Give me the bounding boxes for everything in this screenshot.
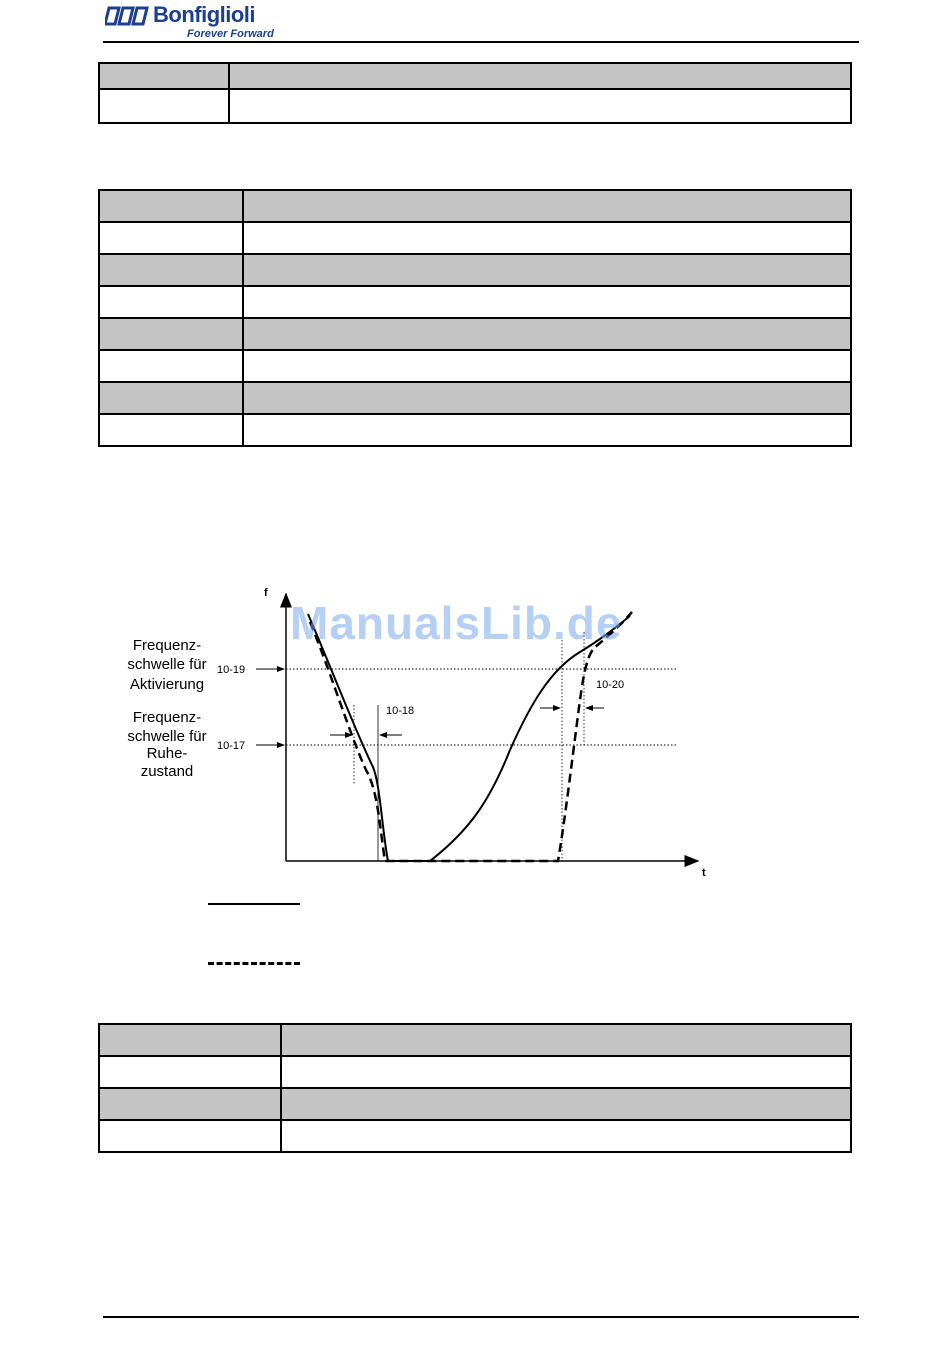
table-cell	[229, 89, 851, 123]
table-cell	[99, 222, 243, 254]
table-row	[99, 318, 851, 350]
y-axis-label: f	[264, 587, 268, 599]
header-rule	[103, 41, 859, 43]
table-cell	[281, 1056, 851, 1088]
side-label-line: schwelle für	[127, 656, 207, 673]
footer-rule	[103, 1316, 859, 1318]
series-line-reference	[308, 614, 630, 861]
side-label-line: zustand	[140, 763, 194, 780]
side-label-line: Frequenz-	[132, 709, 202, 726]
table-row	[99, 190, 851, 222]
table-cell	[99, 414, 243, 446]
table-cell	[243, 286, 851, 318]
table-cell	[243, 254, 851, 286]
side-label-line: Aktivierung	[129, 676, 205, 693]
table-cell	[99, 318, 243, 350]
table-cell	[229, 63, 851, 89]
table-cell	[281, 1088, 851, 1120]
bonfiglioli-logo	[105, 2, 280, 42]
table-cell	[243, 318, 851, 350]
threshold-label-activation: 10-19	[217, 664, 246, 676]
side-label-rest	[127, 709, 206, 780]
table-row	[99, 350, 851, 382]
table-cell	[243, 222, 851, 254]
side-label-line: Ruhe-	[146, 745, 188, 762]
table-cell	[99, 286, 243, 318]
table-row	[99, 382, 851, 414]
table-cell	[99, 1024, 281, 1056]
table-cell	[99, 89, 229, 123]
table-row	[99, 63, 851, 89]
table-cell	[99, 1056, 281, 1088]
parameter-table-2	[98, 189, 852, 447]
table-cell	[243, 190, 851, 222]
parameter-table-1	[98, 62, 852, 124]
table-cell	[243, 350, 851, 382]
table-cell	[99, 1120, 281, 1152]
table-row	[99, 1088, 851, 1120]
threshold-label-rest: 10-17	[217, 740, 246, 752]
logo-mark-icon	[105, 5, 151, 27]
side-label-line: schwelle für	[127, 728, 207, 745]
table-cell	[243, 382, 851, 414]
table-cell	[99, 63, 229, 89]
brand-name: Bonfiglioli	[153, 2, 256, 27]
brand-tagline: Forever Forward	[187, 28, 274, 40]
table-row	[99, 1120, 851, 1152]
table-cell	[281, 1024, 851, 1056]
table-cell	[99, 382, 243, 414]
watermark: ManualsLib.de	[290, 597, 623, 649]
table-row	[99, 1056, 851, 1088]
table-cell	[99, 350, 243, 382]
side-label-activation	[127, 637, 206, 693]
time-marker-label-10-20: 10-20	[596, 679, 625, 691]
table-cell	[243, 414, 851, 446]
parameter-table-3	[98, 1023, 852, 1153]
table-row	[99, 1024, 851, 1056]
table-row	[99, 222, 851, 254]
time-marker-label-10-18: 10-18	[386, 705, 415, 717]
table-row	[99, 286, 851, 318]
table-cell	[281, 1120, 851, 1152]
table-row	[99, 89, 851, 123]
side-label-line: Frequenz-	[132, 637, 202, 654]
table-cell	[99, 1088, 281, 1120]
legend-line-actual	[208, 962, 300, 965]
table-cell	[99, 190, 243, 222]
legend-line-reference	[208, 903, 300, 905]
table-row	[99, 254, 851, 286]
table-row	[99, 414, 851, 446]
x-axis-label: t	[702, 867, 706, 879]
table-cell	[99, 254, 243, 286]
